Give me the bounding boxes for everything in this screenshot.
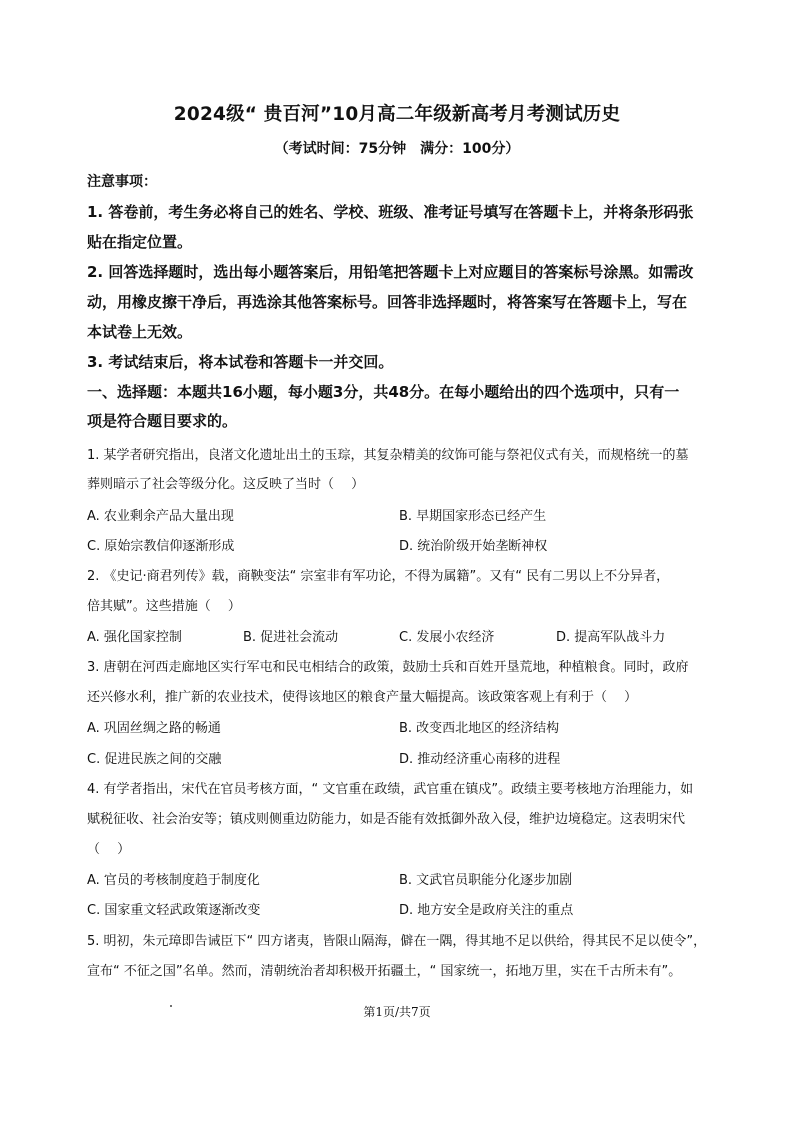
question-4-option-b: B. 文武官员职能分化逐步加剧	[399, 873, 573, 888]
question-4-text: 4. 有学者指出，宋代在官员考核方面，“ 文官重在政绩，武官重在镇戍”。政绩主要考核地方治理能力，如	[87, 782, 694, 797]
question-1-option-c: C. 原始宗教信仰逐渐形成	[87, 539, 235, 554]
question-2-option-a: A. 强化国家控制	[87, 630, 182, 645]
notice-line: 动，用橡皮擦干净后，再选涂其他答案标号。回答非选择题时，将答案写在答题卡上，写在	[87, 293, 688, 311]
question-5-text: 5. 明初，朱元璋即告诫臣下“ 四方诸夷，皆限山隔海，僻在一隅，得其地不足以供给，得其民不足以使令”，	[87, 934, 707, 949]
question-2-text: 倍其赋”。这些措施（ ）	[87, 599, 241, 614]
question-5-text: 宣布“ 不征之国”名单。然而，清朝统治者却积极开拓疆土，“ 国家统一，拓地万里，实在千古所未有”。	[87, 964, 682, 979]
exam-title: 2024级“ 贵百河”10月高二年级新高考月考测试历史	[173, 104, 621, 125]
question-4-option-a: A. 官员的考核制度趋于制度化	[87, 873, 260, 888]
question-1-text: 1. 某学者研究指出，良渚文化遗址出土的玉琮，其复杂精美的纹饰可能与祭祀仪式有关，而规格统一的墓	[87, 448, 689, 463]
question-3-option-d: D. 推动经济重心南移的进程	[399, 752, 561, 767]
question-4-option-c: C. 国家重文轻武政策逐渐改变	[87, 903, 261, 918]
question-1-option-b: B. 早期国家形态已经产生	[399, 509, 547, 524]
question-1-text: 葬则暗示了社会等级分化。这反映了当时（ ）	[87, 477, 365, 492]
notice-line: 2. 回答选择题时，选出每小题答案后，用铅笔把答题卡上对应题目的答案标号涂黑。如需改	[87, 263, 694, 281]
question-2-option-b: B. 促进社会流动	[243, 630, 339, 645]
question-1-option-d: D. 统治阶级开始垄断神权	[399, 539, 548, 554]
section-heading: 一、选择题：本题共16小题，每小题3分，共48分。在每小题给出的四个选项中，只有一	[87, 383, 680, 401]
notice-line: 贴在指定位置。	[87, 233, 193, 251]
question-2-option-d: D. 提高军队战斗力	[556, 630, 666, 645]
question-2-option-c: C. 发展小农经济	[399, 630, 495, 645]
question-4-text: （ ）	[87, 842, 131, 857]
exam-subtitle: （考试时间：75分钟 满分：100分）	[274, 141, 520, 157]
question-4-option-d: D. 地方安全是政府关注的重点	[399, 903, 574, 918]
question-3-option-a: A. 巩固丝绸之路的畅通	[87, 721, 221, 736]
notice-heading: 注意事项：	[87, 174, 157, 190]
question-3-option-c: C. 促进民族之间的交融	[87, 752, 222, 767]
question-2-text: 2. 《史记·商君列传》载，商鞅变法“ 宗室非有军功论，不得为属籍”。又有“ 民有二男以上不分异者，	[87, 569, 670, 584]
page-number: 第1页/共7页	[363, 1005, 431, 1019]
section-heading: 项是符合题目要求的。	[87, 412, 238, 430]
question-3-option-b: B. 改变西北地区的经济结构	[399, 721, 560, 736]
question-1-option-a: A. 农业剩余产品大量出现	[87, 509, 234, 524]
question-4-text: 赋税征收、社会治安等；镇戍则侧重边防能力，如是否能有效抵御外敌入侵，维护边境稳定。这表明宋代	[87, 812, 686, 827]
notice-line: 1. 答卷前，考生务必将自己的姓名、学校、班级、准考证号填写在答题卡上，并将条形码张	[87, 203, 694, 221]
notice-line: 3. 考试结束后，将本试卷和答题卡一并交回。	[87, 353, 394, 371]
notice-line: 本试卷上无效。	[87, 323, 193, 341]
question-3-text: 还兴修水利，推广新的农业技术，使得该地区的粮食产量大幅提高。该政策客观上有利于（ ）	[87, 690, 638, 705]
question-3-text: 3. 唐朝在河西走廊地区实行军屯和民屯相结合的政策，鼓励士兵和百姓开垦荒地，种植粮食。同时，政府	[87, 660, 689, 675]
